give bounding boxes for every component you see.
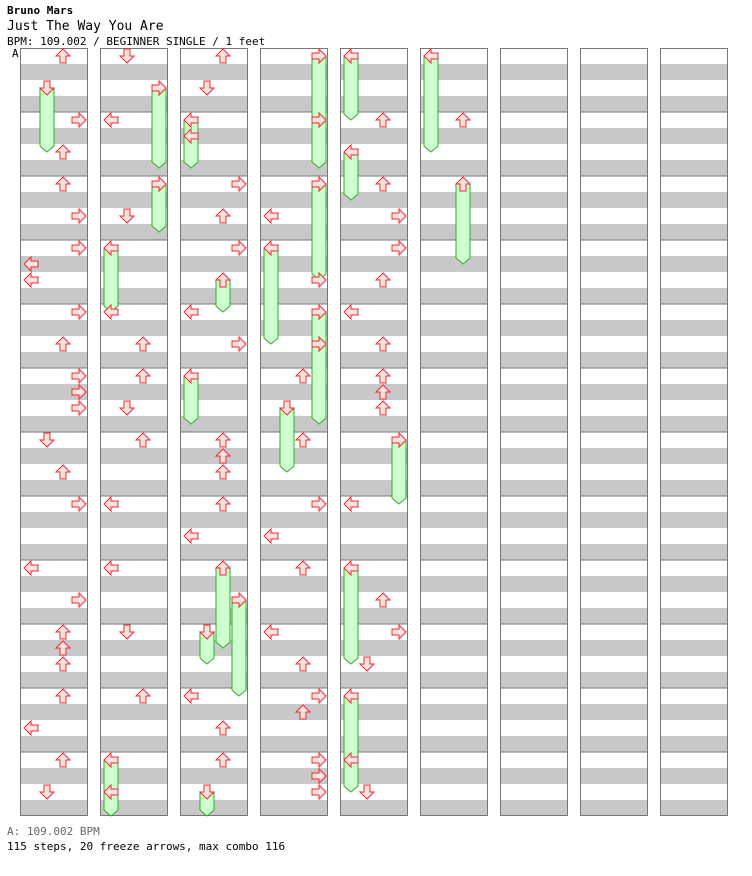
beat-stripe <box>420 544 488 560</box>
freeze-arrow-left <box>344 568 358 664</box>
beat-stripe <box>580 192 648 208</box>
beat-stripe <box>660 512 728 528</box>
beat-stripe <box>660 192 728 208</box>
beat-stripe <box>420 288 488 304</box>
beat-stripe <box>260 704 328 720</box>
beat-stripe <box>340 352 408 368</box>
beat-stripe <box>420 672 488 688</box>
beat-stripe <box>260 736 328 752</box>
beat-stripe <box>500 672 568 688</box>
beat-stripe <box>100 320 168 336</box>
beat-stripe <box>20 672 88 688</box>
freeze-arrow-right <box>152 88 166 168</box>
beat-stripe <box>420 224 488 240</box>
beat-stripe <box>260 800 328 816</box>
beat-stripe <box>180 480 248 496</box>
freeze-arrow-right <box>312 184 326 280</box>
beat-stripe <box>660 608 728 624</box>
beat-stripe <box>500 256 568 272</box>
chart-info: BPM: 109.002 / BEGINNER SINGLE / 1 feet <box>7 35 266 48</box>
beat-stripe <box>660 480 728 496</box>
beat-stripe <box>20 448 88 464</box>
beat-stripe <box>420 320 488 336</box>
beat-stripe <box>420 640 488 656</box>
beat-stripe <box>180 256 248 272</box>
beat-stripe <box>180 736 248 752</box>
beat-stripe <box>260 672 328 688</box>
beat-stripe <box>500 192 568 208</box>
beat-stripe <box>500 288 568 304</box>
beat-stripe <box>180 512 248 528</box>
beat-stripe <box>500 704 568 720</box>
beat-stripe <box>180 192 248 208</box>
beat-stripe <box>500 320 568 336</box>
freeze-arrow-down <box>40 88 54 152</box>
beat-stripe <box>500 384 568 400</box>
beat-stripe <box>660 768 728 784</box>
beat-stripe <box>500 96 568 112</box>
beat-stripe <box>580 576 648 592</box>
beat-stripe <box>500 224 568 240</box>
beat-stripe <box>260 640 328 656</box>
beat-stripe <box>180 320 248 336</box>
beat-stripe <box>20 320 88 336</box>
beat-stripe <box>20 192 88 208</box>
beat-stripe <box>580 160 648 176</box>
beat-stripe <box>660 288 728 304</box>
beat-stripe <box>20 608 88 624</box>
beat-stripe <box>420 480 488 496</box>
beat-stripe <box>340 800 408 816</box>
beat-stripe <box>100 416 168 432</box>
beat-stripe <box>660 704 728 720</box>
beat-stripe <box>100 384 168 400</box>
beat-stripe <box>340 224 408 240</box>
beat-stripe <box>420 576 488 592</box>
beat-stripe <box>260 608 328 624</box>
beat-stripe <box>180 224 248 240</box>
beat-stripe <box>340 320 408 336</box>
beat-stripe <box>660 160 728 176</box>
beat-stripe <box>420 192 488 208</box>
beat-stripe <box>100 672 168 688</box>
beat-stripe <box>660 320 728 336</box>
freeze-arrow-right <box>392 440 406 504</box>
beat-stripe <box>100 640 168 656</box>
beat-stripe <box>420 352 488 368</box>
freeze-arrow-left <box>424 56 438 152</box>
beat-stripe <box>20 352 88 368</box>
beat-stripe <box>340 256 408 272</box>
freeze-arrow-right <box>232 600 246 696</box>
beat-stripe <box>580 800 648 816</box>
beat-stripe <box>500 64 568 80</box>
beat-stripe <box>500 544 568 560</box>
beat-stripe <box>260 480 328 496</box>
beat-stripe <box>20 160 88 176</box>
beat-stripe <box>20 416 88 432</box>
beat-stripe <box>20 736 88 752</box>
beat-stripe <box>100 512 168 528</box>
beat-stripe <box>660 384 728 400</box>
bpm-footer: A: 109.002 BPM <box>7 825 100 838</box>
beat-stripe <box>580 608 648 624</box>
beat-stripe <box>100 448 168 464</box>
beat-stripe <box>500 160 568 176</box>
beat-stripe <box>420 800 488 816</box>
beat-stripe <box>340 672 408 688</box>
beat-stripe <box>180 576 248 592</box>
beat-stripe <box>580 480 648 496</box>
beat-stripe <box>500 640 568 656</box>
beat-stripe <box>180 288 248 304</box>
beat-stripe <box>660 544 728 560</box>
beat-stripe <box>340 512 408 528</box>
beat-stripe <box>100 352 168 368</box>
beat-stripe <box>20 704 88 720</box>
beat-stripe <box>580 640 648 656</box>
freeze-arrow-down <box>280 408 294 472</box>
beat-stripe <box>660 64 728 80</box>
beat-stripe <box>660 800 728 816</box>
beat-stripe <box>180 544 248 560</box>
beat-stripe <box>580 384 648 400</box>
beat-stripe <box>100 64 168 80</box>
beat-stripe <box>580 736 648 752</box>
beat-stripe <box>340 128 408 144</box>
beat-stripe <box>260 512 328 528</box>
beat-stripe <box>180 448 248 464</box>
beat-stripe <box>340 288 408 304</box>
beat-stripe <box>420 160 488 176</box>
beat-stripe <box>580 672 648 688</box>
beat-stripe <box>660 576 728 592</box>
beat-stripe <box>420 256 488 272</box>
beat-stripe <box>500 448 568 464</box>
beat-stripe <box>420 736 488 752</box>
beat-stripe <box>580 96 648 112</box>
beat-stripe <box>500 576 568 592</box>
beat-stripe <box>660 352 728 368</box>
freeze-arrow-left <box>104 248 118 312</box>
beat-stripe <box>580 512 648 528</box>
beat-stripe <box>180 352 248 368</box>
beat-stripe <box>420 416 488 432</box>
beat-stripe <box>580 64 648 80</box>
beat-stripe <box>500 768 568 784</box>
beat-stripe <box>500 128 568 144</box>
beat-stripe <box>580 448 648 464</box>
beat-stripe <box>180 704 248 720</box>
beat-stripe <box>660 224 728 240</box>
beat-stripe <box>20 224 88 240</box>
beat-stripe <box>660 448 728 464</box>
artist-name: Bruno Mars <box>7 4 74 17</box>
beat-stripe <box>580 768 648 784</box>
freeze-arrow-right <box>312 344 326 424</box>
beat-stripe <box>20 64 88 80</box>
beat-stripe <box>580 224 648 240</box>
beat-stripe <box>500 352 568 368</box>
freeze-arrow-up <box>216 568 230 648</box>
beat-stripe <box>100 736 168 752</box>
beat-stripe <box>500 608 568 624</box>
beat-stripe <box>260 576 328 592</box>
beat-stripe <box>580 704 648 720</box>
beat-stripe <box>340 544 408 560</box>
beat-stripe <box>20 480 88 496</box>
beat-stripe <box>580 256 648 272</box>
beat-stripe <box>500 416 568 432</box>
beat-stripe <box>420 608 488 624</box>
freeze-arrow-up <box>456 184 470 264</box>
beat-stripe <box>420 512 488 528</box>
beat-stripe <box>340 416 408 432</box>
step-stats: 115 steps, 20 freeze arrows, max combo 116 <box>7 840 286 853</box>
song-title: Just The Way You Are <box>7 19 164 34</box>
beat-stripe <box>660 128 728 144</box>
beat-stripe <box>20 512 88 528</box>
beat-stripe <box>420 768 488 784</box>
beat-stripe <box>420 704 488 720</box>
beat-stripe <box>180 768 248 784</box>
beat-stripe <box>580 128 648 144</box>
beat-stripe <box>580 352 648 368</box>
beat-stripe <box>20 800 88 816</box>
freeze-arrow-left <box>344 696 358 792</box>
beat-stripe <box>580 416 648 432</box>
beat-stripe <box>500 736 568 752</box>
freeze-arrow-left <box>344 56 358 120</box>
beat-stripe <box>20 640 88 656</box>
section-marker: A <box>12 47 19 60</box>
beat-stripe <box>340 384 408 400</box>
beat-stripe <box>180 96 248 112</box>
beat-stripe <box>20 768 88 784</box>
beat-stripe <box>660 256 728 272</box>
beat-stripe <box>660 416 728 432</box>
beat-stripe <box>580 288 648 304</box>
beat-stripe <box>660 736 728 752</box>
beat-stripe <box>420 384 488 400</box>
beat-stripe <box>500 480 568 496</box>
beat-stripe <box>260 544 328 560</box>
beat-stripe <box>20 288 88 304</box>
beat-stripe <box>20 576 88 592</box>
beat-stripe <box>500 512 568 528</box>
freeze-arrow-left <box>264 248 278 344</box>
beat-stripe <box>660 640 728 656</box>
beat-stripe <box>660 672 728 688</box>
beat-stripe <box>100 544 168 560</box>
beat-stripe <box>580 544 648 560</box>
beat-stripe <box>100 608 168 624</box>
beat-stripe <box>100 480 168 496</box>
beat-stripe <box>180 64 248 80</box>
beat-stripe <box>100 576 168 592</box>
beat-stripe <box>20 544 88 560</box>
beat-stripe <box>500 800 568 816</box>
beat-stripe <box>420 448 488 464</box>
beat-stripe <box>100 704 168 720</box>
beat-stripe <box>660 96 728 112</box>
beat-stripe <box>580 320 648 336</box>
